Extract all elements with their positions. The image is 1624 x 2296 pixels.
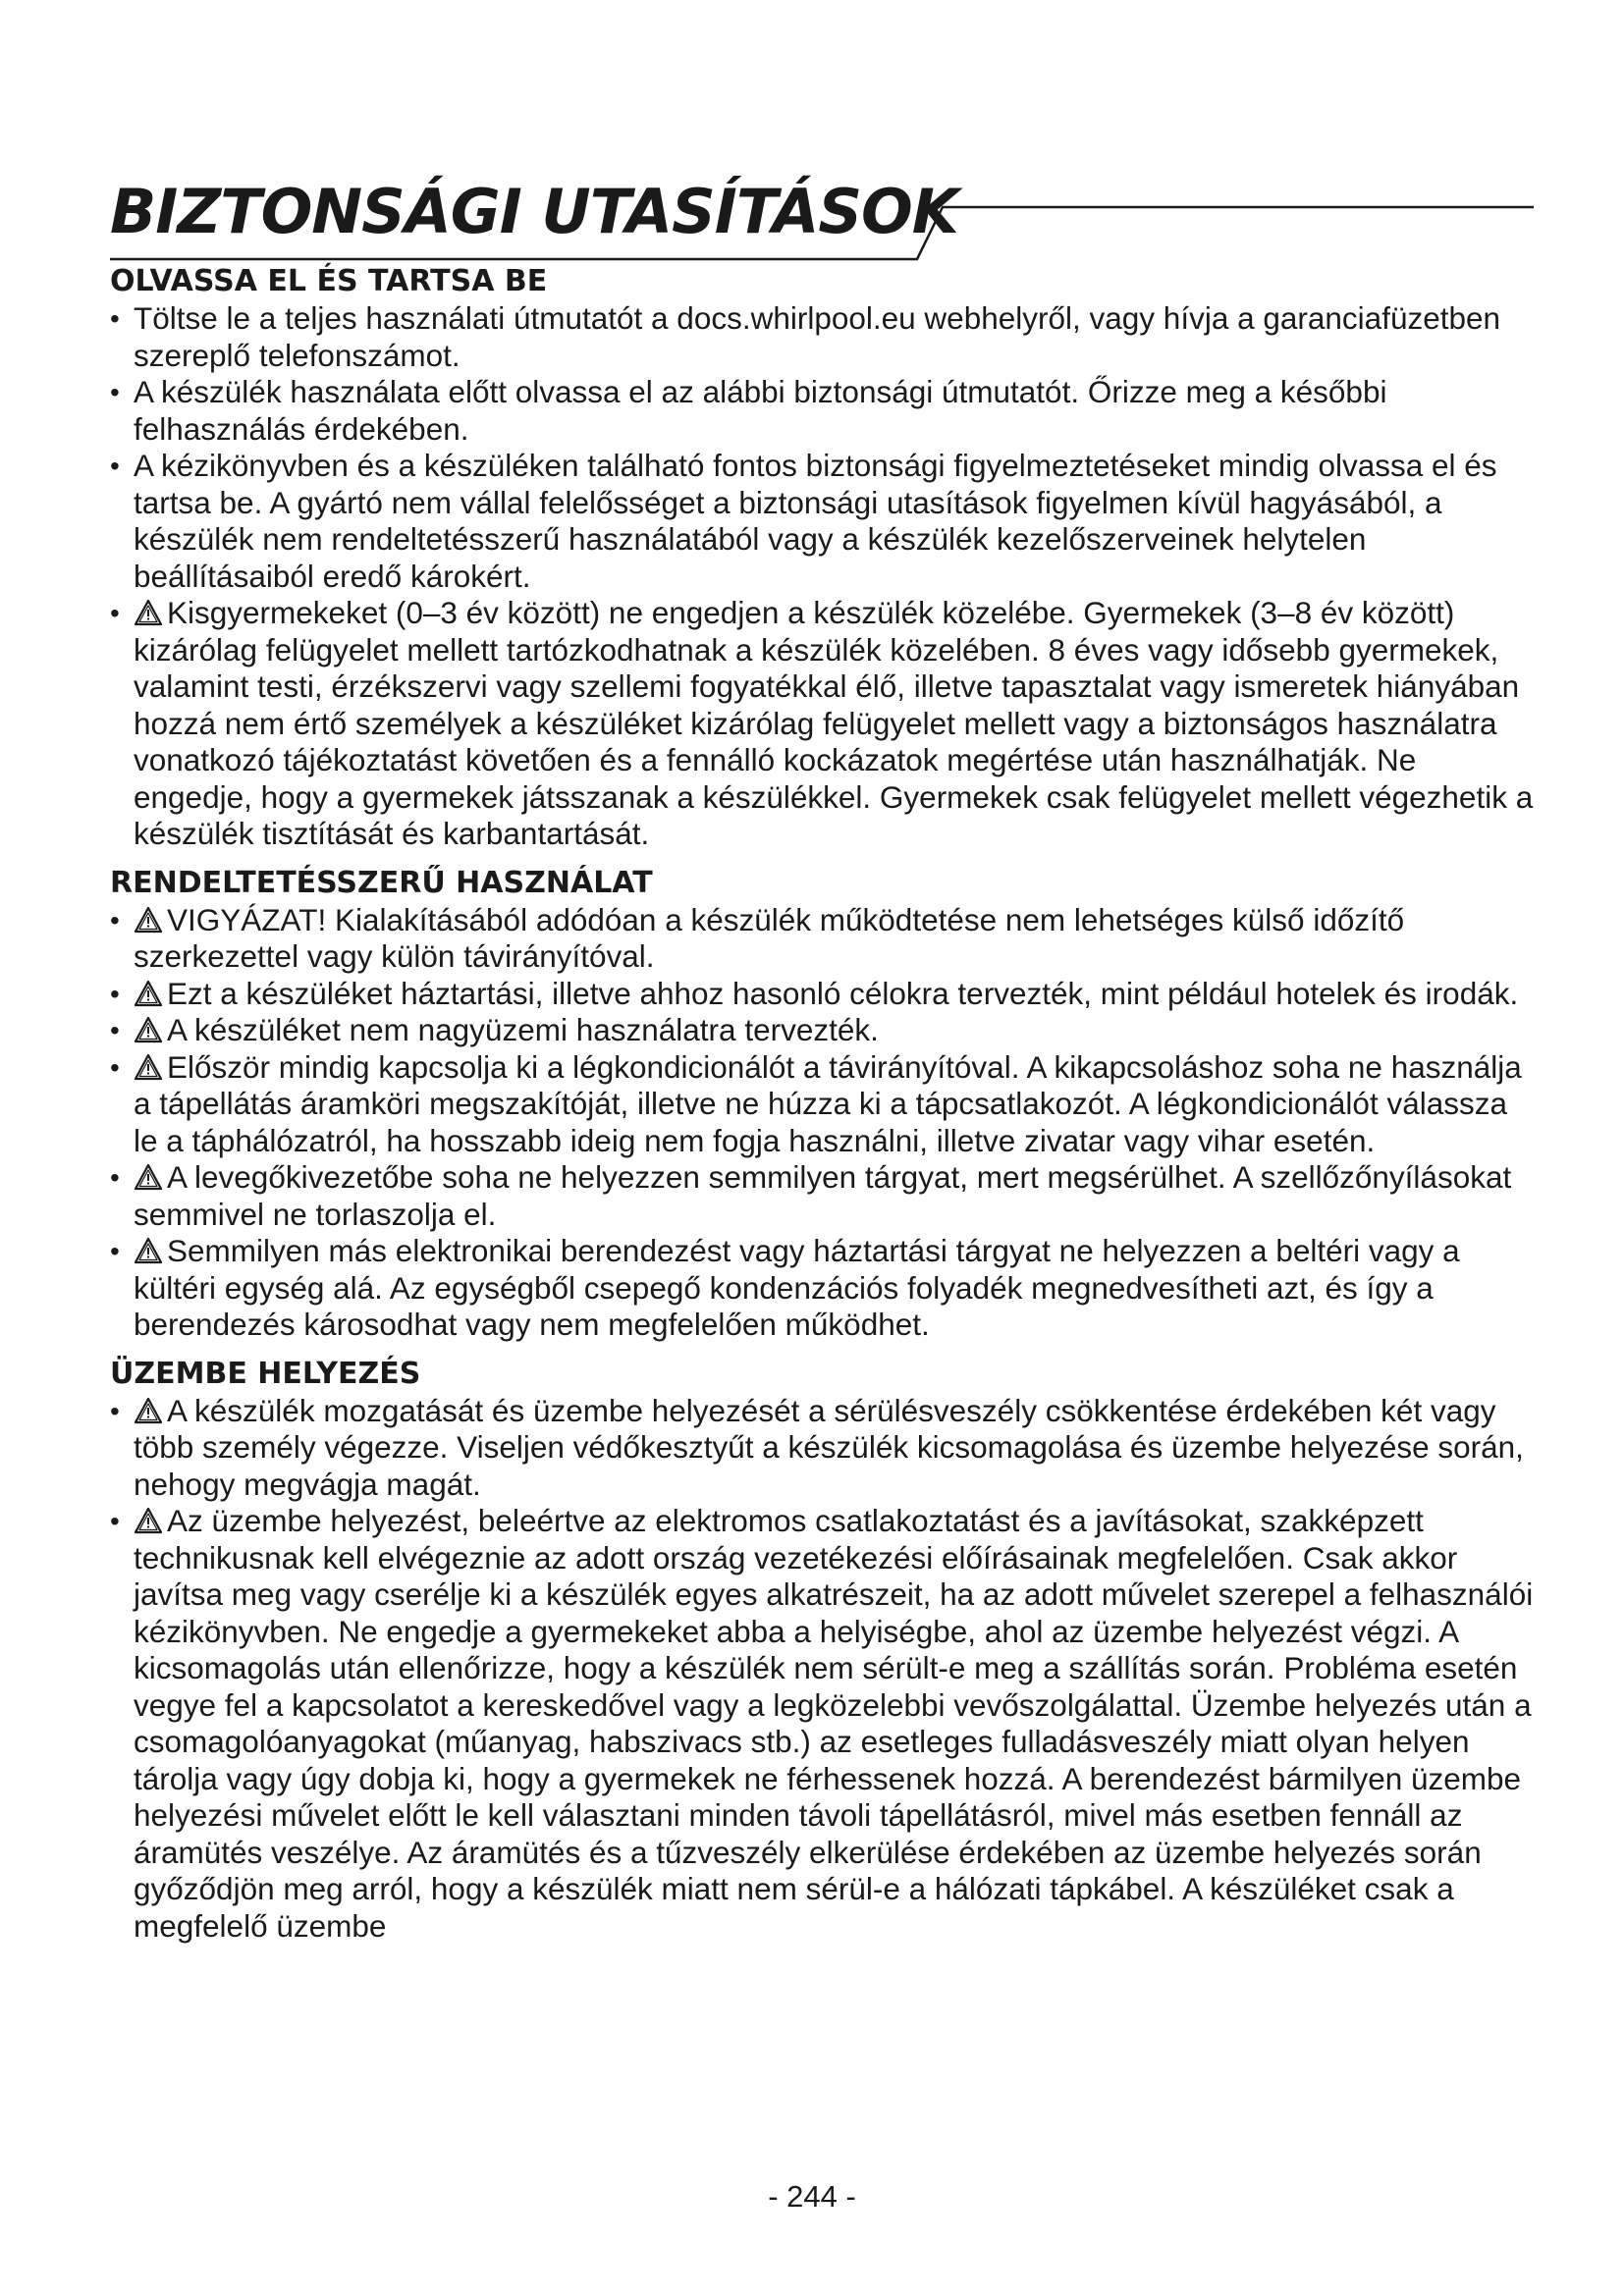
warning-triangle-icon (134, 1237, 163, 1264)
warning-triangle-icon (134, 1016, 163, 1043)
warning-triangle-icon (134, 1053, 163, 1081)
item-text: VIGYÁZAT! Kialakításából adódóan a készülék működtetése nem lehetséges külső időzítő szerkezettel vagy külön távirányítóval. (134, 901, 1405, 974)
instruction-list (110, 1393, 1534, 1946)
list-item (110, 1159, 1534, 1233)
bullet-icon: • (110, 1236, 120, 1266)
list-item (110, 595, 1534, 853)
item-text: A készüléket nem nagyüzemi használatra tervezték. (167, 1012, 879, 1047)
list-item (110, 374, 1534, 448)
item-text: A készülék használata előtt olvassa el az alábbi biztonsági útmutatót. Őrizze meg a későbbi felhasználás érdekében. (134, 374, 1387, 447)
item-text: Az üzembe helyezést, beleértve az elektromos csatlakoztatást és a javításokat, szakképzett technikusnak kell elvégeznie az adott ország vezetékezési előírásainak megfelelően. Csak akkor javítsa meg vagy cserélje ki a készülék egyes alkatrészeit, ha az adott művelet szerepel a felhasználói kézikönyvben. Ne engedje a gyermekeket abba a helyiségbe, ahol az üzembe helyezést végzi. A kicsomagolás után ellenőrizze, hogy a készülék nem sérült-e meg a szállítás során. Probléma esetén vegye fel a kapcsolatot a kereskedővel vagy a legközelebbi vevőszolgálattal. Üzembe helyezés után a csomagolóanyagokat (műanyag, habszivacs stb.) az esetleges fulladásveszély miatt olyan helyen tárolja vagy úgy dobja ki, hogy a gyermekek ne férhessenek hozzá. A berendezést bármilyen üzembe helyezési művelet előtt le kell választani minden távoli tápellátásról, mivel más esetben fennáll az áramütés veszélye. Az áramütés és a tűzveszély elkerülése érdekében az üzembe helyezés során győződjön meg arról, hogy a készülék miatt nem sérül-e a hálózati tápkábel. A készüléket csak a megfelelő üzembe (134, 1503, 1534, 1944)
list-item (110, 1503, 1534, 1945)
section (110, 865, 1534, 1344)
item-text: A levegőkivezetőbe soha ne helyezzen semmilyen tárgyat, mert megsérülhet. A szellőzőnyílásokat semmivel ne torlaszolja el. (134, 1159, 1512, 1232)
bullet-icon: • (110, 1015, 120, 1045)
list-item (110, 1393, 1534, 1504)
item-text: Semmilyen más elektronikai berendezést vagy háztartási tárgyat ne helyezzen a beltéri vagy a kültéri egység alá. Az egységből csepegő kondenzációs folyadék megnedvesítheti azt, és így a berendezés károsodhat vagy nem megfelelően működhet. (134, 1233, 1460, 1342)
bullet-icon: • (110, 904, 120, 935)
warning-triangle-icon (134, 1397, 163, 1424)
title-rule (110, 173, 1534, 263)
item-text: Töltse le a teljes használati útmutatót a docs.whirlpool.eu webhelyről, vagy hívja a garanciafüzetben szereplő telefonszámot. (134, 300, 1501, 373)
bullet-icon: • (110, 1395, 120, 1426)
section-heading: RENDELTETÉSSZERŰ HASZNÁLAT (110, 865, 653, 900)
warning-triangle-icon (134, 1507, 163, 1534)
warning-triangle-icon (134, 599, 163, 626)
bullet-icon: • (110, 1506, 120, 1536)
list-item (110, 976, 1534, 1013)
item-text: Először mindig kapcsolja ki a légkondicionálót a távirányítóval. A kikapcsoláshoz soha ne használja a tápellátás áramköri megszakítóját, illetve ne húzza ki a tápcsatlakozót. A légkondicionálót válassza le a táphálózatról, ha hosszabb ideig nem fogja használni, illetve zivatar vagy vihar esetén. (134, 1048, 1522, 1158)
bullet-icon: • (110, 1162, 120, 1193)
warning-triangle-icon (134, 906, 163, 934)
bullet-icon: • (110, 598, 120, 628)
instruction-list (110, 300, 1534, 853)
bullet-icon: • (110, 978, 120, 1009)
list-item (110, 902, 1534, 976)
section (110, 1356, 1534, 1946)
section (110, 263, 1534, 853)
document-body (110, 263, 1534, 1956)
section-heading: OLVASSA EL ÉS TARTSA BE (110, 264, 548, 298)
list-item (110, 1012, 1534, 1049)
bullet-icon: • (110, 303, 120, 334)
item-text: A készülék mozgatását és üzembe helyezését a sérülésveszély csökkentése érdekében két vagy több személy végezze. Viseljen védőkesztyűt a készülék kicsomagolása és üzembe helyezése során, nehogy megvágja magát. (134, 1392, 1524, 1502)
title-block (110, 173, 1534, 263)
bullet-icon: • (110, 377, 120, 407)
page-number: - 244 - (768, 2179, 856, 2214)
warning-triangle-icon (134, 1163, 163, 1191)
instruction-list (110, 902, 1534, 1344)
list-item (110, 1233, 1534, 1344)
warning-triangle-icon (134, 980, 163, 1007)
list-item (110, 448, 1534, 595)
item-text: A kézikönyvben és a készüléken található fontos biztonsági figyelmeztetéseket mindig olvassa el és tartsa be. A gyártó nem vállal felelősséget a biztonsági utasítások figyelmen kívül hagyásából, a készülék nem rendeltetésszerű használatából vagy a készülék kezelőszerveinek helytelen beállításaiból eredő károkért. (134, 448, 1497, 594)
page-title: BIZTONSÁGI UTASÍTÁSOK (110, 176, 958, 247)
bullet-icon: • (110, 1051, 120, 1083)
bullet-icon: • (110, 451, 120, 481)
item-text: Ezt a készüléket háztartási, illetve ahhoz hasonló célokra tervezték, mint például hotelek és irodák. (167, 975, 1519, 1011)
item-text: Kisgyermekeket (0–3 év között) ne engedjen a készülék közelébe. Gyermekek (3–8 év között) kizárólag felügyelet mellett tartózkodhatnak a készülék közelében. 8 éves vagy idősebb gyermekek, valamint testi, érzékszervi vagy szellemi fogyatékkal élő, illetve tapasztalat vagy ismeretek hiányában hozzá nem értő személyek a készüléket kizárólag felügyelet mellett vagy a biztonságos használatra vonatkozó tájékoztatást követően és a fennálló kockázatok megértése után használhatják. Ne engedje, hogy a gyermekek játsszanak a készülékkel. Gyermekek csak felügyelet mellett végezhetik a készülék tisztítását és karbantartását. (134, 595, 1534, 851)
section-heading: ÜZEMBE HELYEZÉS (110, 1356, 421, 1391)
list-item (110, 1049, 1534, 1160)
list-item (110, 300, 1534, 374)
